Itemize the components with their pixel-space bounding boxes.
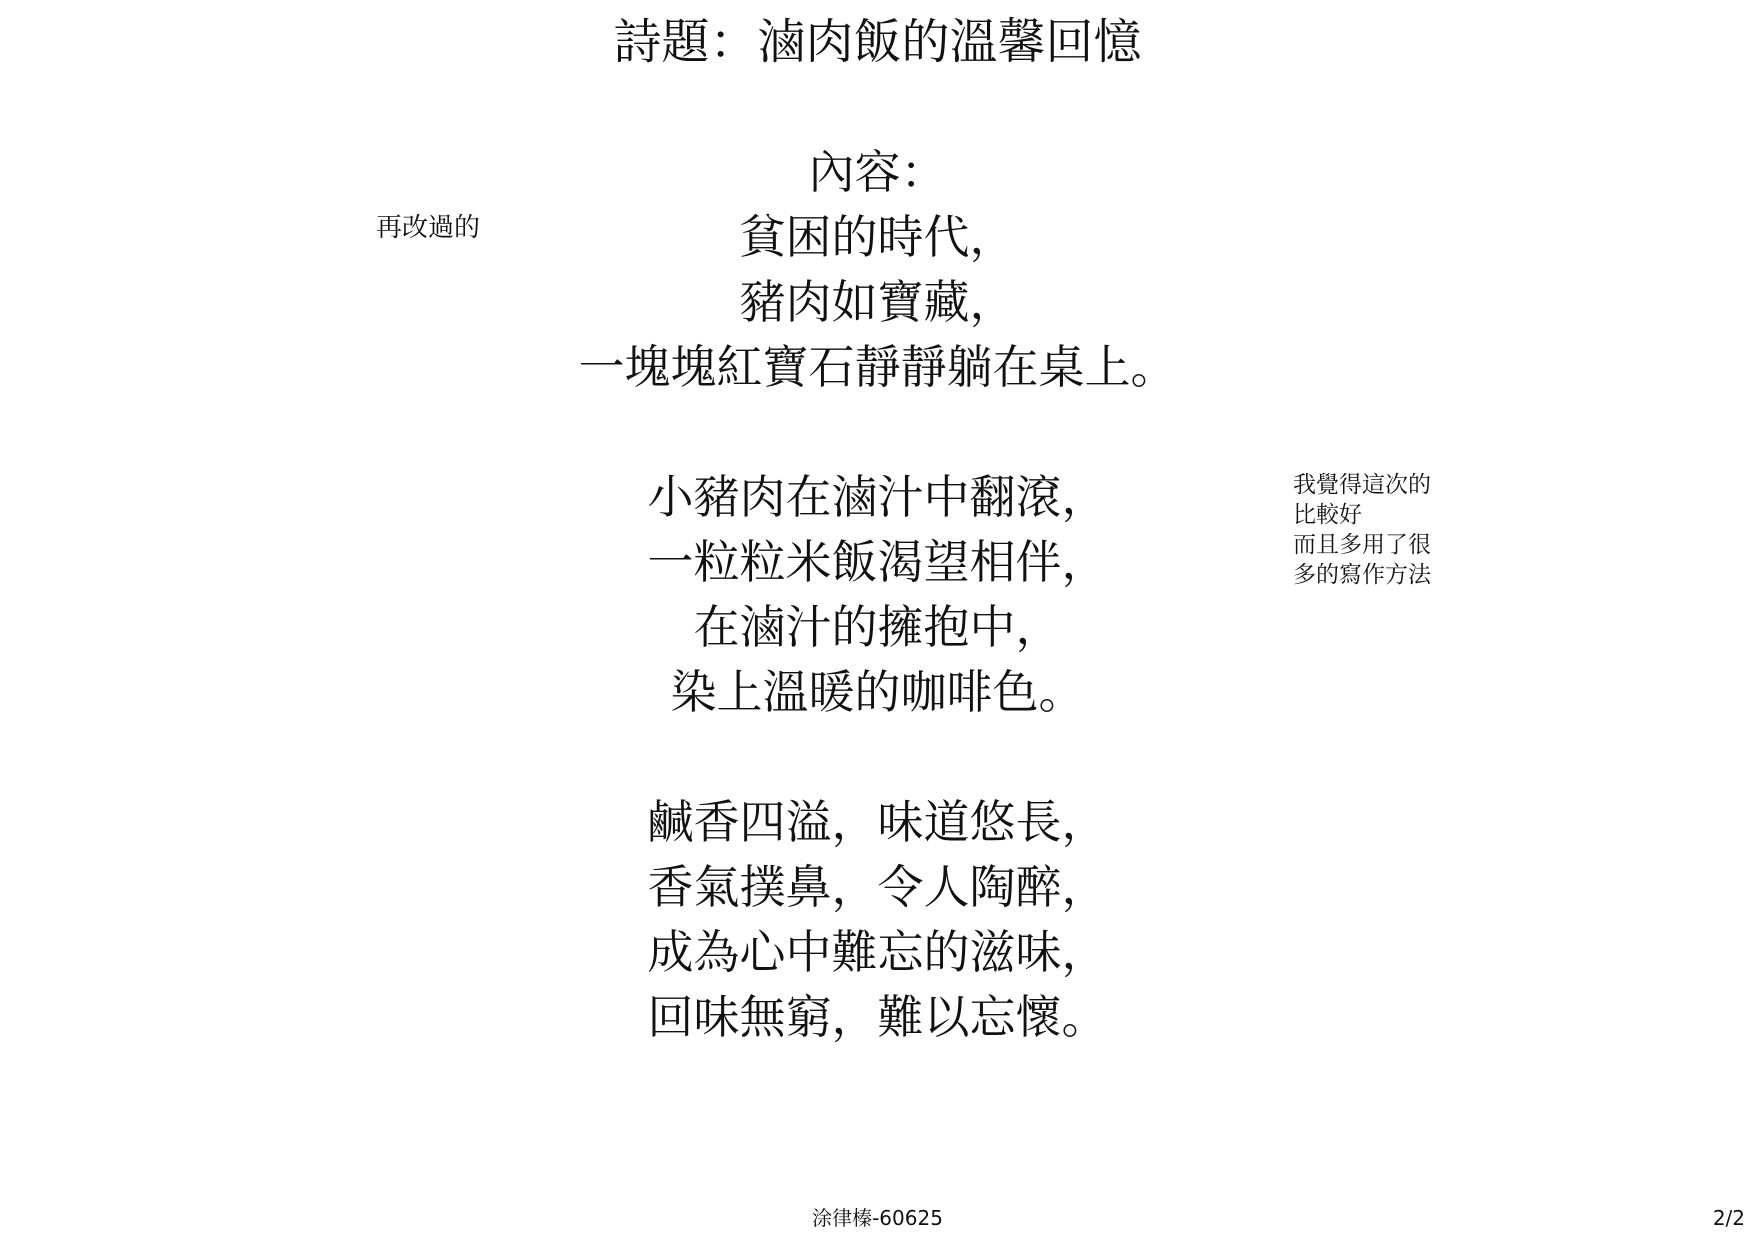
poem-body bbox=[0, 140, 1755, 1050]
poem-line: 鹹香四溢，味道悠長， bbox=[647, 795, 1108, 849]
poem-line: 染上溫暖的咖啡色。 bbox=[670, 665, 1085, 719]
comment-line: 比較好 bbox=[1293, 502, 1362, 528]
poem-line: 香氣撲鼻，令人陶醉， bbox=[647, 860, 1108, 914]
revision-note: 再改過的 bbox=[376, 213, 481, 243]
comment-line: 多的寫作方法 bbox=[1293, 562, 1431, 588]
stanza-gap bbox=[0, 400, 1755, 465]
comment-line: 而且多用了很 bbox=[1293, 532, 1431, 558]
page-number: 2/2 bbox=[1712, 1206, 1745, 1230]
poem-heading: 內容： bbox=[808, 145, 947, 199]
poem-line: 小豬肉在滷汁中翻滾， bbox=[647, 470, 1108, 524]
poem-line: 成為心中難忘的滋味， bbox=[647, 925, 1108, 979]
comment-note bbox=[1293, 470, 1431, 590]
poem-line: 一塊塊紅寶石靜靜躺在桌上。 bbox=[578, 340, 1177, 394]
comment-line: 我覺得這次的 bbox=[1293, 472, 1431, 498]
poem-line: 回味無窮，難以忘懷。 bbox=[647, 990, 1108, 1044]
poem-line: 一粒粒米飯渴望相伴， bbox=[647, 535, 1108, 589]
stanza-gap bbox=[0, 725, 1755, 790]
footer-author: 涂律榛-60625 bbox=[812, 1206, 943, 1230]
poem-title: 詩題：滷肉飯的溫馨回憶 bbox=[613, 14, 1142, 70]
poem-line: 豬肉如寶藏， bbox=[739, 275, 1016, 329]
poem-line: 在滷汁的擁抱中， bbox=[693, 600, 1062, 654]
poem-line: 貧困的時代， bbox=[739, 210, 1016, 264]
